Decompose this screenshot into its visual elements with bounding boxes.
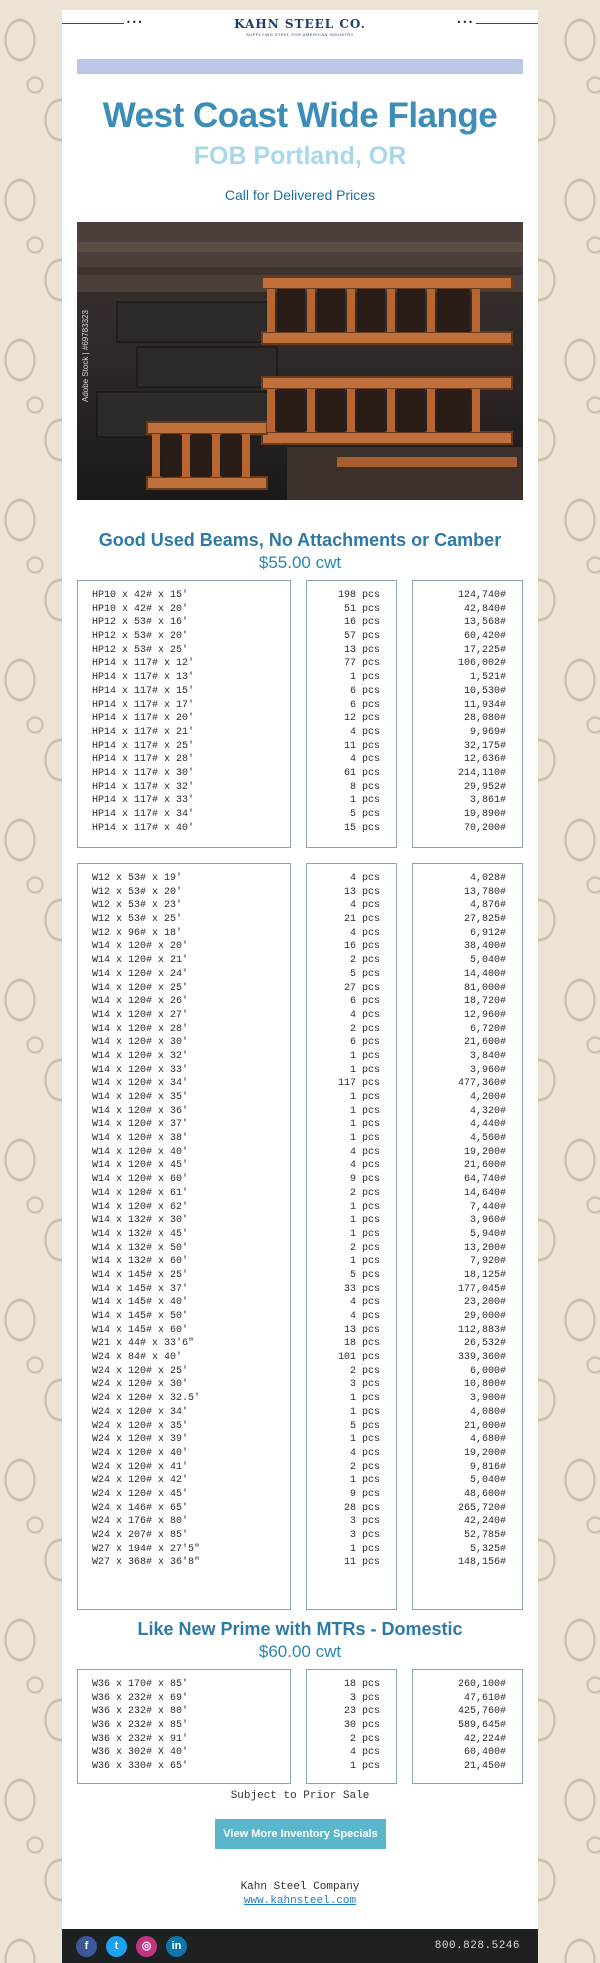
table-cell: 6 pcs xyxy=(349,699,380,711)
facebook-icon[interactable]: f xyxy=(76,1936,97,1957)
table-cell: W24 x 120# x 34' xyxy=(92,1406,189,1418)
table-cell: 4,320# xyxy=(469,1105,506,1117)
steel-beams-image xyxy=(77,222,523,500)
table-cell: 4 pcs xyxy=(349,1146,380,1158)
table-cell: HP14 x 117# x 30' xyxy=(92,767,195,779)
page-title: West Coast Wide Flange xyxy=(102,96,498,135)
table-cell: 1 pcs xyxy=(349,1434,380,1446)
company-name: Kahn Steel Company xyxy=(240,1881,360,1893)
table-cell: 4,876# xyxy=(469,900,506,912)
section1-heading: Good Used Beams, No Attachments or Camber xyxy=(98,530,502,550)
table-cell: W14 x 132# x 30' xyxy=(92,1215,189,1227)
table-cell: 12,960# xyxy=(463,1009,506,1021)
table3-weights xyxy=(412,1669,523,1784)
table-cell: 11 pcs xyxy=(343,740,380,752)
twitter-icon[interactable]: t xyxy=(106,1936,127,1957)
table-cell: 60,400# xyxy=(463,1747,506,1759)
table-cell: W24 x 120# x 39' xyxy=(92,1434,189,1446)
table-cell: 2 pcs xyxy=(349,1461,380,1473)
table-cell: 57 pcs xyxy=(343,631,380,643)
table-cell: 4 pcs xyxy=(349,754,380,766)
table-cell: W14 x 120# x 36' xyxy=(92,1105,189,1117)
table-cell: W36 x 170# x 85' xyxy=(92,1679,189,1690)
table-cell: 64,740# xyxy=(463,1174,506,1186)
table1-weights xyxy=(412,580,523,848)
table-cell: 77 pcs xyxy=(343,658,380,670)
table-cell: W27 x 368# x 36'8" xyxy=(92,1557,201,1569)
table-cell: 3 pcs xyxy=(349,1516,380,1528)
table-cell: 1 pcs xyxy=(349,1050,380,1062)
table-cell: 4 pcs xyxy=(349,1747,380,1759)
table-cell: HP14 x 117# x 25' xyxy=(92,740,195,752)
color-band xyxy=(77,59,523,74)
table-cell: HP14 x 117# x 21' xyxy=(92,726,195,738)
table-cell: HP12 x 53# x 16' xyxy=(92,617,189,629)
section1-price: $55.00 cwt xyxy=(258,553,342,572)
table-cell: W14 x 120# x 24' xyxy=(92,968,189,980)
table-cell: 5 pcs xyxy=(349,1420,380,1432)
table-cell: W24 x 120# x 40' xyxy=(92,1447,189,1459)
table-cell: 1 pcs xyxy=(349,1215,380,1227)
table-cell: 14,400# xyxy=(463,968,506,980)
table-cell: 2 pcs xyxy=(349,1733,380,1745)
table-cell: 4,200# xyxy=(469,1092,506,1103)
table-cell: 9,816# xyxy=(469,1461,506,1473)
logo-name: KAHN STEEL CO. xyxy=(234,17,366,31)
view-inventory-button[interactable]: View More Inventory Specials xyxy=(215,1819,386,1849)
table3-sizes xyxy=(77,1669,291,1784)
table-cell: 9 pcs xyxy=(349,1488,380,1500)
header-dots-right: ••• xyxy=(456,18,474,27)
table-cell: 5 pcs xyxy=(349,809,380,820)
table-cell: 21,450# xyxy=(463,1761,506,1773)
table-cell: W12 x 53# x 20' xyxy=(92,886,183,898)
table-cell: W14 x 120# x 60' xyxy=(92,1174,189,1186)
table-cell: W36 x 232# x 69' xyxy=(92,1692,189,1704)
table-cell: W24 x 120# x 25' xyxy=(92,1365,189,1377)
table-cell: 32,175# xyxy=(463,740,506,752)
table-cell: W14 x 120# x 35' xyxy=(92,1092,189,1103)
table-cell: W36 x 232# x 91' xyxy=(92,1733,189,1745)
table-cell: HP12 x 53# x 25' xyxy=(92,644,189,656)
table-cell: W12 x 53# x 23' xyxy=(92,900,183,912)
table-cell: 29,952# xyxy=(463,781,506,793)
table-cell: W14 x 120# x 45' xyxy=(92,1160,189,1172)
table-cell: 5 pcs xyxy=(349,1269,380,1281)
table-cell: 27 pcs xyxy=(343,982,380,994)
table-cell: W24 x 120# x 45' xyxy=(92,1488,189,1500)
table1-pieces xyxy=(306,580,397,848)
table-cell: 42,240# xyxy=(463,1516,506,1528)
table-cell: 1 pcs xyxy=(349,1256,380,1268)
table-cell: 9 pcs xyxy=(349,1174,380,1186)
table-cell: 15 pcs xyxy=(343,822,380,834)
table-cell: 19,200# xyxy=(463,1146,506,1158)
table-cell: HP14 x 117# x 40' xyxy=(92,822,195,834)
table-cell: 13,780# xyxy=(463,886,506,898)
table-cell: 28 pcs xyxy=(343,1502,380,1514)
table-cell: 13,568# xyxy=(463,617,506,629)
table-cell: 6,720# xyxy=(469,1023,506,1035)
table-cell: 5,040# xyxy=(469,1475,506,1487)
table-cell: W24 x 120# x 41' xyxy=(92,1461,189,1473)
table-cell: W14 x 120# x 61' xyxy=(92,1187,189,1199)
table-cell: HP14 x 117# x 20' xyxy=(92,713,195,725)
table-cell: 101 pcs xyxy=(337,1352,380,1364)
instagram-icon[interactable]: ◎ xyxy=(136,1936,157,1957)
table-cell: W14 x 120# x 26' xyxy=(92,996,189,1008)
table-cell: 47,610# xyxy=(463,1692,506,1704)
page-subtitle: FOB Portland, OR xyxy=(193,142,407,170)
table-cell: 23,200# xyxy=(463,1297,506,1309)
table-cell: 18 pcs xyxy=(343,1679,380,1690)
table-cell: 5,940# xyxy=(469,1228,506,1240)
table-cell: 148,156# xyxy=(457,1557,506,1569)
table-cell: 16 pcs xyxy=(343,941,380,953)
table-cell: 10,530# xyxy=(463,685,506,697)
table-cell: HP14 x 117# x 32' xyxy=(92,781,195,793)
table-cell: 33 pcs xyxy=(343,1283,380,1295)
table-cell: 1 pcs xyxy=(349,1406,380,1418)
table-cell: 16 pcs xyxy=(343,617,380,629)
table-cell: W24 x 120# x 32.5' xyxy=(92,1393,201,1405)
table-cell: W36 x 232# x 85' xyxy=(92,1720,189,1732)
table-cell: 19,200# xyxy=(463,1447,506,1459)
table-cell: 23 pcs xyxy=(343,1706,380,1718)
table-cell: 28,080# xyxy=(463,713,506,725)
table-cell: 10,800# xyxy=(463,1379,506,1391)
table-cell: 3 pcs xyxy=(349,1530,380,1541)
table-cell: W14 x 120# x 40' xyxy=(92,1146,189,1158)
table-cell: 1 pcs xyxy=(349,1393,380,1405)
table-cell: HP14 x 117# x 33' xyxy=(92,795,195,807)
table-cell: 3,840# xyxy=(469,1050,506,1062)
table-cell: 17,225# xyxy=(463,644,506,656)
table-cell: 265,720# xyxy=(457,1502,506,1514)
table-cell: W14 x 132# x 45' xyxy=(92,1228,189,1240)
table-cell: 1,521# xyxy=(469,672,506,684)
table-cell: 42,840# xyxy=(463,603,506,615)
company-website-link[interactable]: www.kahnsteel.com xyxy=(243,1895,357,1907)
table-cell: W24 x 120# x 42' xyxy=(92,1475,189,1487)
table-cell: HP12 x 53# x 20' xyxy=(92,631,189,643)
table-cell: W14 x 145# x 25' xyxy=(92,1269,189,1281)
table-cell: 1 pcs xyxy=(349,1064,380,1076)
table-cell: W14 x 145# x 60' xyxy=(92,1324,189,1336)
table-cell: W24 x 120# x 30' xyxy=(92,1379,189,1391)
table-cell: 38,400# xyxy=(463,941,506,953)
table-cell: 13 pcs xyxy=(343,1324,380,1336)
table-cell: 5,325# xyxy=(469,1543,506,1555)
table-cell: 42,224# xyxy=(463,1733,506,1745)
table-cell: HP10 x 42# x 15' xyxy=(92,590,189,601)
table-cell: 4,028# xyxy=(469,873,506,884)
table-cell: 1 pcs xyxy=(349,1092,380,1103)
table-cell: 6 pcs xyxy=(349,685,380,697)
linkedin-icon[interactable]: in xyxy=(166,1936,187,1957)
table-cell: 13,200# xyxy=(463,1242,506,1254)
table-cell: W14 x 120# x 28' xyxy=(92,1023,189,1035)
table-cell: 13 pcs xyxy=(343,886,380,898)
table-cell: 1 pcs xyxy=(349,1543,380,1555)
table-cell: 1 pcs xyxy=(349,1201,380,1213)
table-cell: W14 x 120# x 34' xyxy=(92,1078,189,1090)
table-cell: W14 x 120# x 33' xyxy=(92,1064,189,1076)
table-cell: 425,760# xyxy=(457,1706,506,1718)
image-credit: Adobe Stock | #69783323 xyxy=(81,310,90,402)
table-cell: 4 pcs xyxy=(349,1009,380,1021)
table-cell: W14 x 145# x 37' xyxy=(92,1283,189,1295)
table-cell: 4 pcs xyxy=(349,1311,380,1322)
table-cell: 4 pcs xyxy=(349,1297,380,1309)
table-cell: 1 pcs xyxy=(349,1228,380,1240)
table-cell: 177,045# xyxy=(457,1283,506,1295)
table-cell: HP14 x 117# x 12' xyxy=(92,658,195,670)
table-cell: W14 x 120# x 21' xyxy=(92,955,189,967)
header-dots-left: ••• xyxy=(126,18,144,27)
table-cell: W14 x 120# x 38' xyxy=(92,1133,189,1145)
table-cell: 4,080# xyxy=(469,1406,506,1418)
table-cell: 21,000# xyxy=(463,1420,506,1432)
table-cell: W36 x 302# X 40' xyxy=(92,1747,189,1759)
table-cell: W24 x 146# x 65' xyxy=(92,1502,189,1514)
table-cell: 21,600# xyxy=(463,1160,506,1172)
table-cell: 51 pcs xyxy=(343,603,380,615)
table-cell: W24 x 207# x 85' xyxy=(92,1530,189,1541)
table-cell: 18,720# xyxy=(463,996,506,1008)
table-cell: W14 x 132# x 50' xyxy=(92,1242,189,1254)
table-cell: W14 x 120# x 20' xyxy=(92,941,189,953)
table-cell: 52,785# xyxy=(463,1530,506,1541)
logo-tagline: SUPPLYING STEEL FOR AMERICAN INDUSTRY xyxy=(246,32,354,37)
table2-pieces xyxy=(306,863,397,1610)
table-cell: 6 pcs xyxy=(349,996,380,1008)
table-cell: 477,360# xyxy=(457,1078,506,1090)
table-cell: 48,600# xyxy=(463,1488,506,1500)
table-cell: 12 pcs xyxy=(343,713,380,725)
table-cell: 2 pcs xyxy=(349,1023,380,1035)
table2-weights xyxy=(412,863,523,1610)
table1-sizes xyxy=(77,580,291,848)
email-container xyxy=(62,10,538,1963)
email-header xyxy=(62,10,538,50)
header-rule-right xyxy=(476,23,538,24)
table-cell: 21 pcs xyxy=(343,914,380,926)
table-cell: 1 pcs xyxy=(349,795,380,807)
table-cell: 5 pcs xyxy=(349,968,380,980)
table-cell: 260,100# xyxy=(457,1679,506,1690)
section2-heading: Like New Prime with MTRs - Domestic xyxy=(137,1619,463,1639)
table-cell: 117 pcs xyxy=(337,1078,380,1090)
table-cell: 6,912# xyxy=(469,927,506,939)
table-cell: 7,920# xyxy=(469,1256,506,1268)
table-cell: 1 pcs xyxy=(349,672,380,684)
prior-sale-notice: Subject to Prior Sale xyxy=(230,1790,370,1802)
table-cell: 11 pcs xyxy=(343,1557,380,1569)
table-cell: 29,000# xyxy=(463,1311,506,1322)
table-cell: 70,200# xyxy=(463,822,506,834)
table-cell: 7,440# xyxy=(469,1201,506,1213)
table-cell: W14 x 120# x 32' xyxy=(92,1050,189,1062)
table-cell: 3,900# xyxy=(469,1393,506,1405)
table-cell: 4 pcs xyxy=(349,1160,380,1172)
table-cell: HP14 x 117# x 28' xyxy=(92,754,195,766)
table-cell: 4,560# xyxy=(469,1133,506,1145)
table-cell: HP14 x 117# x 17' xyxy=(92,699,195,711)
table-cell: 112,883# xyxy=(457,1324,506,1336)
table-cell: 4 pcs xyxy=(349,900,380,912)
table-cell: 2 pcs xyxy=(349,955,380,967)
table-cell: 198 pcs xyxy=(337,590,380,601)
table-cell: 21,600# xyxy=(463,1037,506,1049)
table-cell: 4,680# xyxy=(469,1434,506,1446)
table-cell: W14 x 120# x 25' xyxy=(92,982,189,994)
table-cell: 3,960# xyxy=(469,1215,506,1227)
table-cell: W27 x 194# x 27'5" xyxy=(92,1543,201,1555)
table-cell: 4 pcs xyxy=(349,873,380,884)
table2-sizes xyxy=(77,863,291,1610)
table-cell: W24 x 84# x 40' xyxy=(92,1352,183,1364)
section2-price: $60.00 cwt xyxy=(258,1642,342,1661)
table-cell: 27,825# xyxy=(463,914,506,926)
table-cell: W14 x 145# x 50' xyxy=(92,1311,189,1322)
table-cell: 1 pcs xyxy=(349,1475,380,1487)
table-cell: W14 x 120# x 27' xyxy=(92,1009,189,1021)
table-cell: 3 pcs xyxy=(349,1379,380,1391)
table-cell: 3,960# xyxy=(469,1064,506,1076)
table-cell: W12 x 53# x 19' xyxy=(92,873,183,884)
table-cell: 26,532# xyxy=(463,1338,506,1350)
table-cell: 60,420# xyxy=(463,631,506,643)
table-cell: 61 pcs xyxy=(343,767,380,779)
table-cell: W12 x 53# x 25' xyxy=(92,914,183,926)
table-cell: 589,645# xyxy=(457,1720,506,1732)
table-cell: W36 x 330# x 65' xyxy=(92,1761,189,1773)
table-cell: 4 pcs xyxy=(349,1447,380,1459)
table-cell: W36 x 232# x 80' xyxy=(92,1706,189,1718)
table-cell: 18 pcs xyxy=(343,1338,380,1350)
table-cell: 18,125# xyxy=(463,1269,506,1281)
table-cell: 11,934# xyxy=(463,699,506,711)
table-cell: 5,040# xyxy=(469,955,506,967)
table-cell: W12 x 96# x 18' xyxy=(92,927,183,939)
table-cell: 30 pcs xyxy=(343,1720,380,1732)
table-cell: 214,110# xyxy=(457,767,506,779)
steel-beams-illustration xyxy=(77,222,523,500)
delivered-prices-note: Call for Delivered Prices xyxy=(224,187,376,203)
table-cell: 19,890# xyxy=(463,809,506,820)
table-cell: 12,636# xyxy=(463,754,506,766)
table-cell: 14,640# xyxy=(463,1187,506,1199)
table-cell: 9,969# xyxy=(469,726,506,738)
table-cell: 8 pcs xyxy=(349,781,380,793)
table-cell: HP10 x 42# x 20' xyxy=(92,603,189,615)
table-cell: 1 pcs xyxy=(349,1105,380,1117)
table-cell: W24 x 176# x 80' xyxy=(92,1516,189,1528)
table-cell: W14 x 120# x 30' xyxy=(92,1037,189,1049)
table-cell: 2 pcs xyxy=(349,1242,380,1254)
table-cell: 3 pcs xyxy=(349,1692,380,1704)
table-cell: 6 pcs xyxy=(349,1037,380,1049)
table-cell: W14 x 120# x 37' xyxy=(92,1119,189,1131)
table-cell: W14 x 120# x 62' xyxy=(92,1201,189,1213)
table-cell: 2 pcs xyxy=(349,1187,380,1199)
table-cell: 2 pcs xyxy=(349,1365,380,1377)
table-cell: 1 pcs xyxy=(349,1761,380,1773)
table-cell: 1 pcs xyxy=(349,1133,380,1145)
table-cell: 6,000# xyxy=(469,1365,506,1377)
table-cell: 106,002# xyxy=(457,658,506,670)
table-cell: 1 pcs xyxy=(349,1119,380,1131)
table-cell: 339,360# xyxy=(457,1352,506,1364)
table-cell: HP14 x 117# x 34' xyxy=(92,809,195,820)
table-cell: 13 pcs xyxy=(343,644,380,656)
table-cell: HP14 x 117# x 13' xyxy=(92,672,195,684)
footer-bar xyxy=(62,1929,538,1963)
table-cell: 3,861# xyxy=(469,795,506,807)
phone-number[interactable]: 800.828.5246 xyxy=(434,1940,520,1952)
table-cell: 4 pcs xyxy=(349,726,380,738)
table-cell: HP14 x 117# x 15' xyxy=(92,685,195,697)
table-cell: 4,440# xyxy=(469,1119,506,1131)
table-cell: W21 x 44# x 33'6" xyxy=(92,1338,195,1350)
table-cell: W14 x 145# x 40' xyxy=(92,1297,189,1309)
table-cell: 124,740# xyxy=(457,590,506,601)
table-cell: W14 x 132# x 60' xyxy=(92,1256,189,1268)
table-cell: 81,000# xyxy=(463,982,506,994)
table3-pieces xyxy=(306,1669,397,1784)
table-cell: 4 pcs xyxy=(349,927,380,939)
table-cell: W24 x 120# x 35' xyxy=(92,1420,189,1432)
